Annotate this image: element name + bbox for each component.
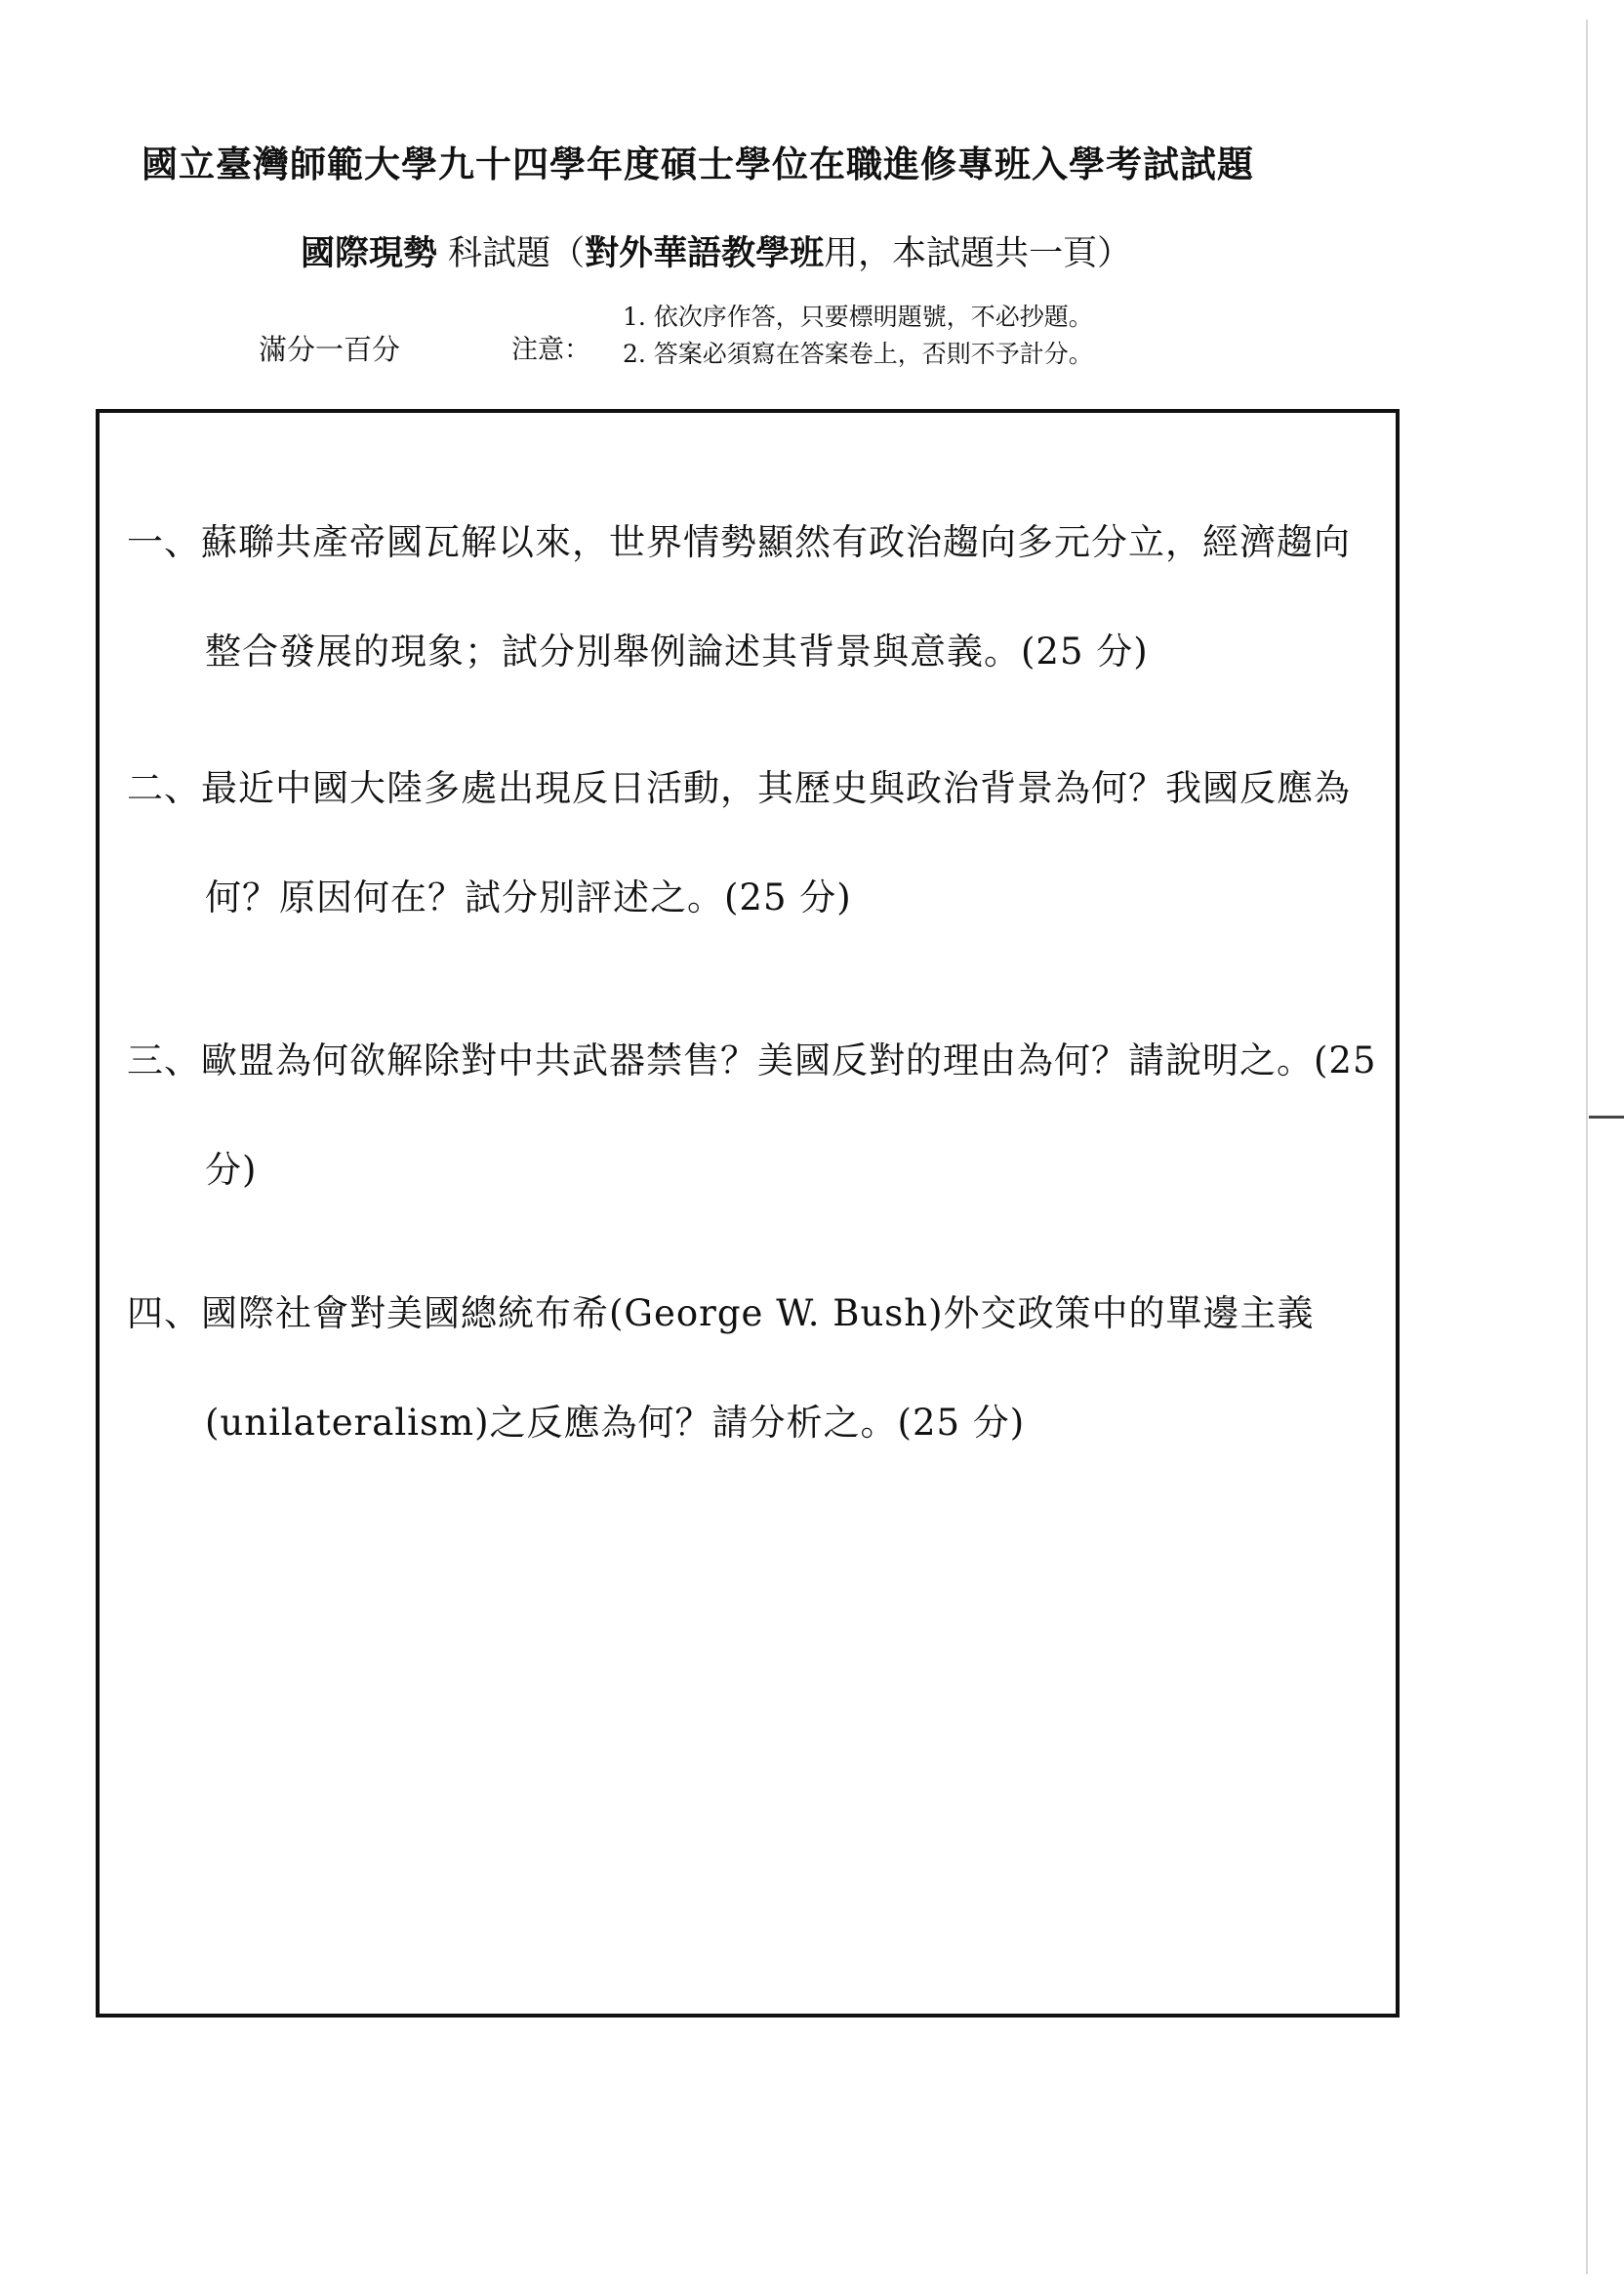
full-score: 滿分一百分	[259, 333, 401, 366]
question-line: (unilateralism)之反應為何？請分析之。(25 分)	[205, 1402, 1026, 1444]
question-2	[127, 734, 1386, 953]
notice-item: 2. 答案必須寫在答案卷上，否則不予計分。	[623, 340, 1093, 368]
subject-name: 國際現勢	[301, 233, 438, 273]
question-line: 何？原因何在？試分別評述之。(25 分)	[205, 877, 852, 918]
class-note: 對外華語教學班	[585, 233, 825, 273]
question-line: 二、最近中國大陸多處出現反日活動，其歷史與政治背景為何？我國反應為	[127, 767, 1351, 809]
notice-list	[623, 299, 1093, 373]
exam-title: 國立臺灣師範大學九十四學年度碩士學位在職進修專班入學考試試題	[142, 143, 1254, 185]
question-3	[127, 1006, 1386, 1225]
question-line: 四、國際社會對美國總統布希(George W. Bush)外交政策中的單邊主義	[127, 1292, 1315, 1334]
question-line: 分)	[205, 1149, 258, 1191]
subject-suffix: 科試題（	[437, 234, 586, 273]
question-4	[127, 1259, 1386, 1478]
exam-subtitle	[301, 226, 1131, 275]
scan-edge-mark	[1589, 1116, 1624, 1119]
question-line: 整合發展的現象；試分別舉例論述其背景與意義。(25 分)	[205, 631, 1149, 673]
question-line: 三、歐盟為何欲解除對中共武器禁售？美國反對的理由為何？請說明之。(25	[127, 1040, 1377, 1081]
page-note: 用，本試題共一頁）	[824, 234, 1132, 273]
question-1	[127, 488, 1386, 707]
question-line: 一、蘇聯共產帝國瓦解以來，世界情勢顯然有政治趨向多元分立，經濟趨向	[127, 521, 1351, 563]
notice-label: 注意：	[511, 335, 590, 365]
scan-edge-line	[1586, 20, 1588, 2274]
notice-item: 1. 依次序作答，只要標明題號，不必抄題。	[623, 303, 1093, 331]
